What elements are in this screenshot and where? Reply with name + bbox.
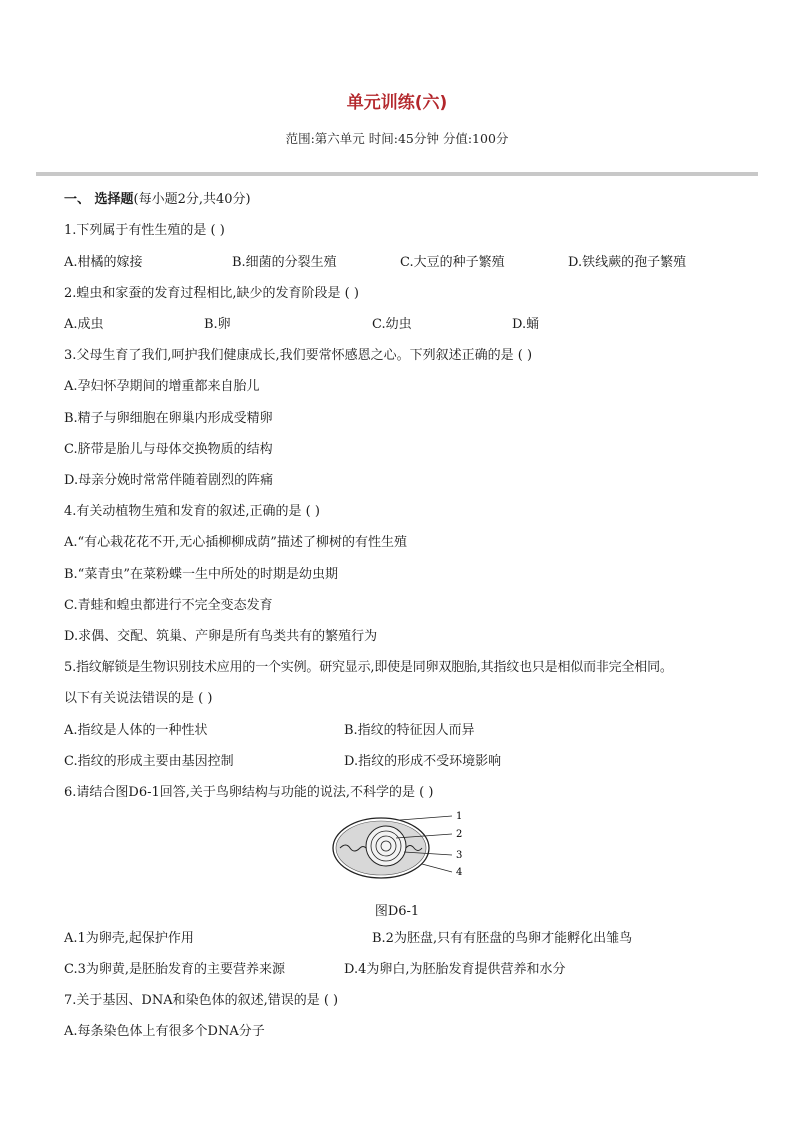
page-subtitle: 范围:第六单元 时间:45分钟 分值:100分: [285, 131, 509, 146]
question-2-option-d: D.蛹: [512, 317, 540, 332]
question-1-option-b: B.细菌的分裂生殖: [232, 255, 337, 270]
question-1-option-d: D.铁线蕨的孢子繁殖: [568, 255, 687, 270]
question-6-option-d: D.4为卵白,为胚胎发育提供营养和水分: [344, 962, 566, 977]
question-2-option-b: B.卵: [204, 317, 231, 332]
question-5-stem: 5.指纹解锁是生物识别技术应用的一个实例。研究显示,即使是同卵双胞胎,其指纹也只是相似而非完全相同。: [64, 660, 673, 675]
question-6-option-b: B.2为胚盘,只有有胚盘的鸟卵才能孵化出雏鸟: [372, 931, 633, 946]
question-2-option-c: C.幼虫: [372, 317, 412, 332]
question-4-option-a: A.“有心栽花花不开,无心插柳柳成荫”描述了柳树的有性生殖: [64, 535, 407, 550]
question-2-option-a: A.成虫: [64, 317, 104, 332]
question-6-option-c: C.3为卵黄,是胚胎发育的主要营养来源: [64, 962, 286, 977]
question-5-option-a: A.指纹是人体的一种性状: [64, 723, 208, 738]
question-4-option-c: C.青蛙和蝗虫都进行不完全变态发育: [64, 598, 273, 613]
figure-caption: 图D6-1: [374, 904, 420, 919]
question-4-stem: 4.有关动植物生殖和发育的叙述,正确的是 ( ): [64, 504, 320, 519]
question-1-stem: 1.下列属于有性生殖的是 ( ): [64, 223, 225, 238]
page-title: 单元训练(六): [346, 93, 448, 113]
section-heading: [64, 191, 251, 209]
label-3: 3: [456, 850, 463, 861]
question-5-option-c: C.指纹的形成主要由基因控制: [64, 754, 234, 769]
question-6-option-a: A.1为卵壳,起保护作用: [64, 931, 194, 946]
question-7-stem: 7.关于基因、DNA和染色体的叙述,错误的是 ( ): [64, 993, 339, 1008]
question-1-option-c: C.大豆的种子繁殖: [400, 255, 505, 270]
divider: [36, 172, 758, 176]
yolk-outer: [366, 826, 406, 866]
question-3-option-c: C.脐带是胎儿与母体交换物质的结构: [64, 442, 273, 457]
question-3-option-d: D.母亲分娩时常常伴随着剧烈的阵痛: [64, 473, 274, 488]
question-5-stem-cont: 以下有关说法错误的是 ( ): [64, 691, 213, 706]
question-3-option-a: A.孕妇怀孕期间的增重都来自胎儿: [64, 379, 260, 394]
label-1: 1: [456, 811, 463, 822]
label-2: 2: [456, 829, 463, 840]
question-1-option-a: A.柑橘的嫁接: [64, 255, 143, 270]
section-heading-label: 一、 选择题: [64, 192, 134, 207]
bird-egg-diagram: [326, 808, 476, 888]
question-4-option-b: B.“菜青虫”在菜粉蝶一生中所处的时期是幼虫期: [64, 567, 338, 582]
question-3-stem: 3.父母生育了我们,呵护我们健康成长,我们要常怀感恩之心。下列叙述正确的是 ( ): [64, 348, 533, 363]
question-3-option-b: B.精子与卵细胞在卵巢内形成受精卵: [64, 411, 273, 426]
question-5-option-d: D.指纹的形成不受环境影响: [344, 754, 502, 769]
question-5-option-b: B.指纹的特征因人而异: [344, 723, 475, 738]
question-2-stem: 2.蝗虫和家蚕的发育过程相比,缺少的发育阶段是 ( ): [64, 286, 359, 301]
section-heading-note: (每小题2分,共40分): [133, 192, 251, 207]
leader-line-4: [422, 864, 452, 872]
label-4: 4: [456, 867, 463, 878]
question-7-option-a: A.每条染色体上有很多个DNA分子: [64, 1024, 265, 1039]
question-4-option-d: D.求偶、交配、筑巢、产卵是所有鸟类共有的繁殖行为: [64, 629, 378, 644]
leader-line-1: [400, 816, 452, 820]
question-6-stem: 6.请结合图D6-1回答,关于鸟卵结构与功能的说法,不科学的是 ( ): [64, 785, 434, 800]
